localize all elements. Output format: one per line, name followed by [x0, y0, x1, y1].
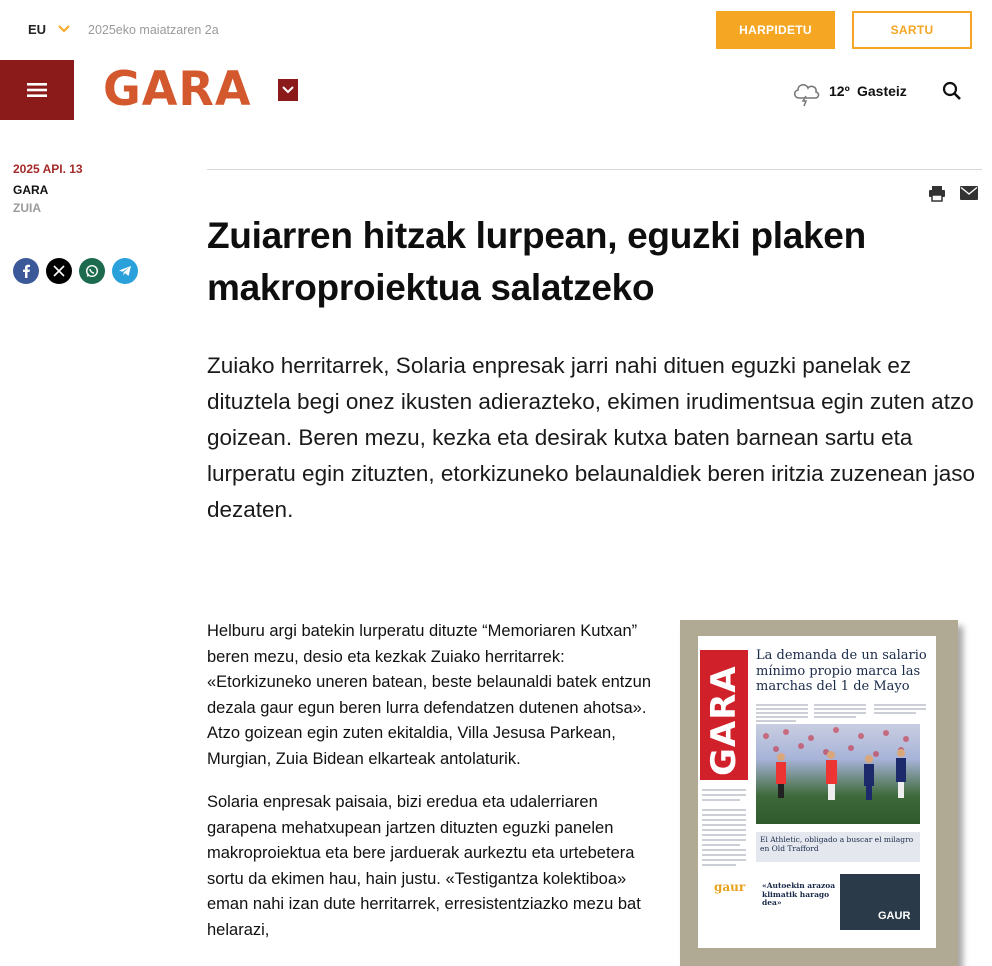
cover-side-column — [700, 786, 750, 876]
site-logo[interactable]: GARA — [103, 62, 252, 117]
article-publication: GARA — [13, 183, 49, 197]
hamburger-icon — [27, 82, 47, 98]
cover-text-columns — [756, 702, 931, 724]
mail-icon[interactable] — [960, 186, 978, 200]
article-headline: Zuiarren hitzak lurpean, eguzki plaken makroproiektua salatzeko — [207, 215, 866, 308]
cover-bottom-strip — [700, 874, 934, 944]
cover-gaur-label: GAUR — [878, 910, 911, 922]
cover-page — [698, 636, 936, 948]
facebook-icon — [20, 264, 32, 278]
subscribe-button[interactable]: HARPIDETU — [716, 11, 835, 49]
newspaper-cover-image[interactable] — [680, 620, 958, 966]
language-selector[interactable]: EU — [28, 22, 47, 37]
divider — [207, 169, 982, 170]
login-button[interactable]: SARTU — [852, 11, 972, 49]
article-paragraph: Helburu argi batekin lurperatu dituzte “Memoriaren Kutxan” beren mezu, desio eta kezkak Zuiako herritarrek: «Etorkizuneko uneren batean, beste belaunaldi batek entzun dezala gaur egun beren lurra defendatzen dutenen ahotsa». Atzo goizean egin zuten ekitaldia, Villa Jesusa Parkean, Murgian, Zuia Bidean elkarteak antolaturik. — [207, 622, 651, 768]
telegram-icon — [118, 265, 132, 277]
article-section[interactable]: ZUIA — [13, 201, 41, 215]
whatsapp-icon — [85, 264, 99, 278]
share-facebook-button[interactable] — [13, 258, 39, 284]
x-icon — [53, 265, 65, 277]
share-whatsapp-button[interactable] — [79, 258, 105, 284]
share-telegram-button[interactable] — [112, 258, 138, 284]
cover-headline: La demanda de un salario mínimo propio marca las marchas del 1 de Mayo — [756, 648, 927, 694]
weather-city: Gasteiz — [857, 83, 907, 99]
cloud-thunder-icon — [791, 79, 821, 107]
current-date: 2025eko maiatzaren 2a — [88, 23, 219, 37]
article-paragraph: Solaria enpresak paisaia, bizi eredua eta udalerriaren garapena mehatxupean jartzen dituzten eguzki panelen makroproiektua eta bere jarduerak aurkeztu eta urtebetera sortu da ekimen hau, hain justu. «Testigantza kolektiboa» eman nahi izan dute herritarrek, erresistentziazko mezu bat helarazi, — [207, 793, 641, 939]
cover-quote: «Autoekin arazoa klimatik harago dea» — [762, 881, 836, 907]
cover-photo-illustration — [756, 724, 920, 824]
article-lead: Zuiako herritarrek, Solaria enpresak jarri nahi dituen eguzki panelak ez dituztela begi onez ikusten adierazteko, ekimen irudimentsua egin zuten atzo goizean. Beren mezu, kezka eta desirak kutxa baten barnean sartu eta lurperatu egin zituzten, etorkizuneko belaunaldiek beren iritzia zuzenean jaso dezaten. — [207, 353, 975, 522]
cover-photo-caption: El Athletic, obligado a buscar el milagro en Old Trafford — [756, 832, 920, 862]
article-date: 2025 API. 13 — [13, 162, 83, 176]
cover-gaur-small: gaur — [714, 880, 746, 894]
chevron-down-icon — [282, 85, 294, 95]
cover-logo: GARA — [704, 665, 744, 777]
menu-button[interactable] — [0, 60, 74, 120]
weather-temperature: 12º — [829, 83, 850, 99]
share-x-button[interactable] — [46, 258, 72, 284]
article-body — [207, 619, 657, 961]
search-icon[interactable] — [941, 80, 963, 102]
section-dropdown-button[interactable] — [278, 79, 298, 101]
cover-photo — [756, 724, 920, 824]
print-icon[interactable] — [928, 185, 946, 202]
top-bar — [0, 0, 992, 60]
chevron-down-icon[interactable] — [57, 22, 71, 36]
